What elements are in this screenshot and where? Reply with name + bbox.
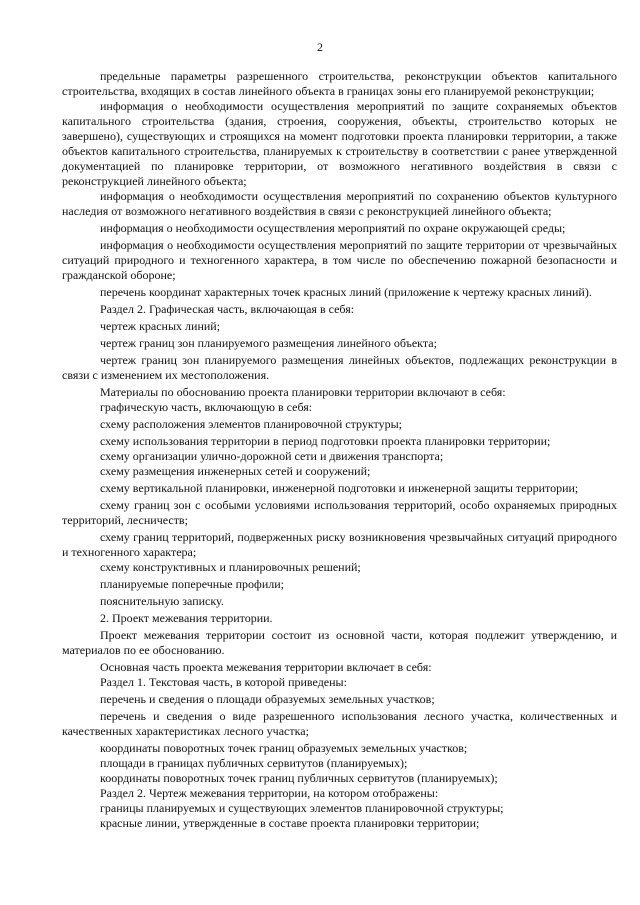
paragraph: информация о необходимости осуществления мероприятий по охране окружающей среды; (100, 221, 566, 235)
document-body (62, 69, 617, 831)
paragraph: чертеж границ зон планируемого размещения линейных объектов, подлежащих реконструкции в связи с изменением их местоположения. (62, 353, 617, 382)
paragraph: схему конструктивных и планировочных решений; (100, 560, 361, 574)
paragraph: чертеж красных линий; (100, 319, 221, 333)
paragraph: площади в границах публичных сервитутов (планируемых); (100, 756, 408, 770)
paragraph: схему расположения элементов планировочной структуры; (100, 417, 403, 431)
section-heading: 2. Проект межевания территории. (100, 611, 273, 625)
paragraph: Основная часть проекта межевания территории включает в себя: (100, 660, 432, 674)
paragraph: перечень и сведения о виде разрешенного использования лесного участка, количественных и качественных характеристиках лесного участка; (62, 709, 617, 738)
paragraph: планируемые поперечные профили; (100, 577, 284, 591)
page-number: 2 (317, 40, 323, 54)
paragraph: предельные параметры разрешенного строительства, реконструкции объектов капитального строительства, входящих в состав линейного объекта в границах зоны его планируемой реконструкции; (62, 69, 617, 98)
paragraph: границы планируемых и существующих элементов планировочной структуры; (100, 801, 504, 815)
paragraph: схему границ территорий, подверженных риску возникновения чрезвычайных ситуаций природного и техногенного характера; (62, 530, 617, 559)
paragraph: схему организации улично-дорожной сети и движения транспорта; (100, 449, 444, 463)
paragraph: информация о необходимости осуществления мероприятий по защите сохраняемых объектов капитального строительства (здания, строения, сооружения, объекты, строительство которых не завершено), существующих и строящихся на момент подготовки проекта планировки территории, а также объектов капитального строительства, планируемых к строительству в соответствии с ранее утвержденной документацией по планировке территории, от возможного негативного воздействия в связи с реконструкцией линейного объекта; (62, 99, 617, 188)
paragraph: схему вертикальной планировки, инженерной подготовки и инженерной защиты территории; (100, 481, 579, 495)
paragraph: Материалы по обоснованию проекта планировки территории включают в себя: (100, 385, 506, 399)
paragraph: схему границ зон с особыми условиями использования территорий, особо охраняемых природных территорий, лесничеств; (62, 498, 617, 527)
paragraph: пояснительную записку. (100, 594, 224, 608)
paragraph: чертеж границ зон планируемого размещения линейного объекта; (100, 336, 437, 350)
paragraph: схему размещения инженерных сетей и сооружений; (100, 464, 371, 478)
paragraph: перечень координат характерных точек красных линий (приложение к чертежу красных линий). (100, 285, 592, 299)
section-heading: Раздел 1. Текстовая часть, в которой приведены: (100, 675, 347, 689)
paragraph: перечень и сведения о площади образуемых земельных участков; (100, 692, 435, 706)
section-heading: Раздел 2. Графическая часть, включающая в себя: (100, 302, 355, 316)
section-heading: Раздел 2. Чертеж межевания территории, на котором отображены: (100, 786, 439, 800)
paragraph: красные линии, утвержденные в составе проекта планировки территории; (100, 816, 480, 830)
paragraph: информация о необходимости осуществления мероприятий по сохранению объектов культурного наследия от возможного негативного воздействия в связи с реконструкцией линейного объекта; (62, 189, 617, 218)
paragraph: координаты поворотных точек границ образуемых земельных участков; (100, 741, 468, 755)
paragraph: координаты поворотных точек границ публичных сервитутов (планируемых); (100, 771, 498, 785)
paragraph: схему использования территории в период подготовки проекта планировки территории; (100, 434, 551, 448)
paragraph: Проект межевания территории состоит из основной части, которая подлежит утверждению, и материалов по ее обоснованию. (62, 628, 617, 657)
paragraph: графическую часть, включающую в себя: (100, 400, 313, 414)
paragraph: информация о необходимости осуществления мероприятий по защите территории от чрезвычайных ситуаций природного и техногенного характера, в том числе по обеспечению пожарной безопасности и гражданской обороне; (62, 238, 617, 282)
